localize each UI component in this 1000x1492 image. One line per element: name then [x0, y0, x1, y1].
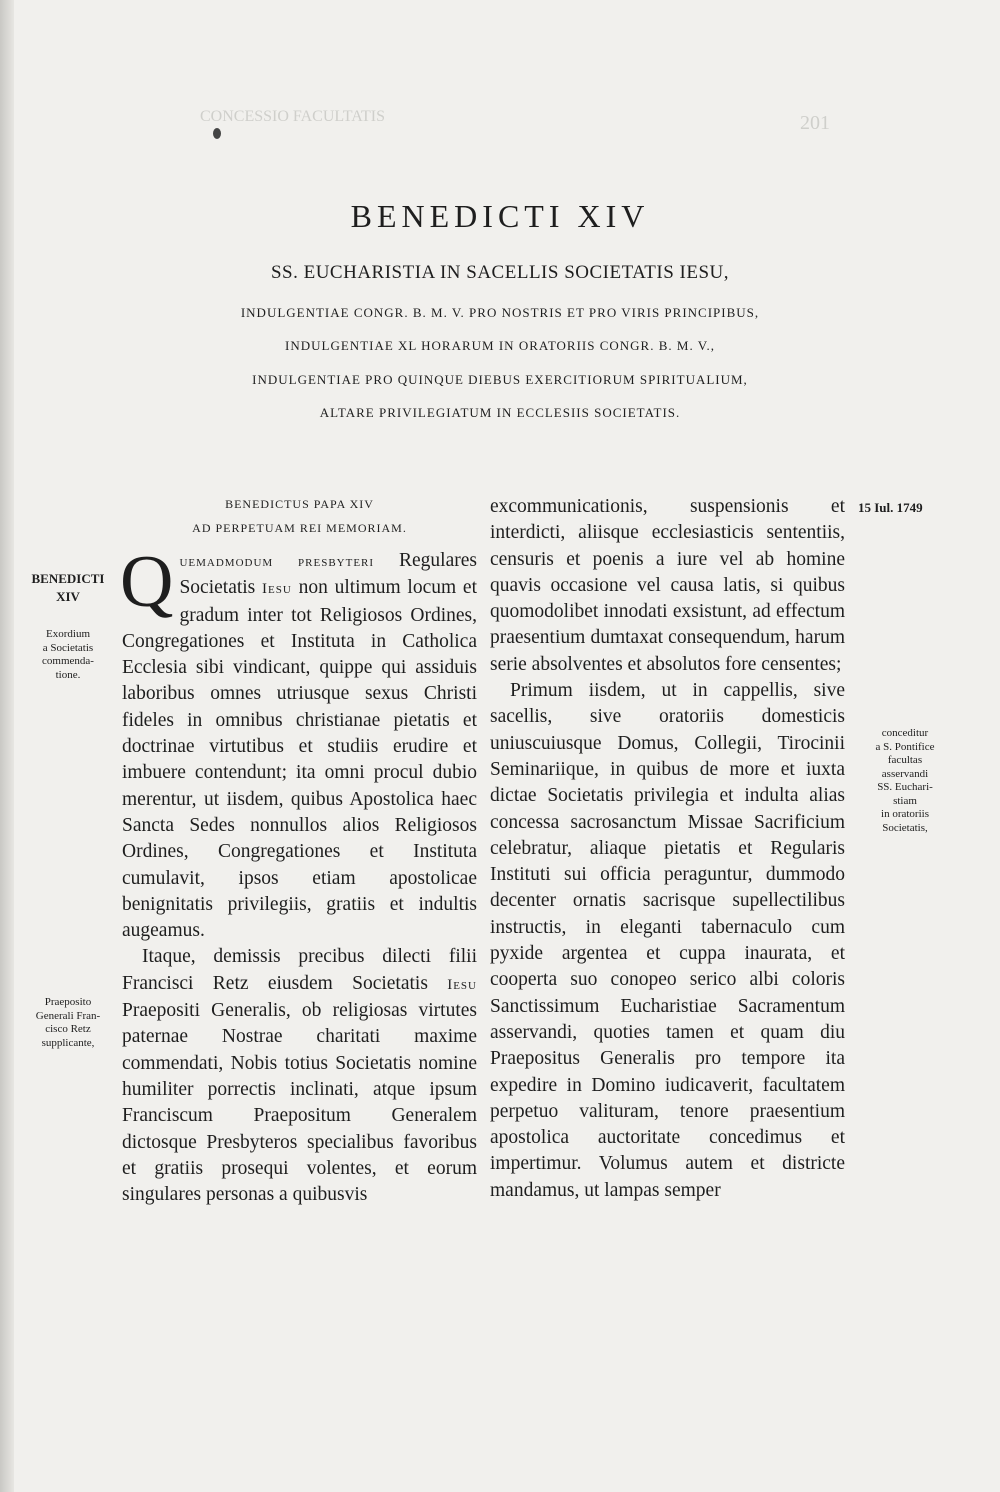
margin-heading-line-2: XIV: [56, 589, 80, 604]
margin-note-line: stiam: [893, 794, 917, 807]
bleed-through-page-number: 201: [800, 112, 830, 134]
right-column: [490, 494, 845, 1204]
margin-note-line: facultas: [887, 754, 923, 766]
header-line-2: INDULGENTIAE XL HORARUM IN ORATORIIS CONGR. B. M. V.,: [285, 338, 715, 353]
name-iesu: Iesu: [262, 581, 292, 598]
page-title: BENEDICTI XIV: [350, 198, 650, 234]
paragraph-text: Itaque, demissis precibus dilecti filii Francisci Retz eiusdem Societatis: [122, 946, 477, 994]
margin-note-line: Exordium: [46, 628, 90, 640]
ornament-dot: [213, 128, 221, 139]
margin-note-line: Generali Fran-: [35, 1009, 101, 1022]
paragraph-text: Regulares Societatis: [179, 550, 477, 599]
margin-note-line: supplicante,: [41, 1036, 95, 1049]
margin-heading-line-1: BENEDICTI: [31, 571, 105, 586]
margin-note-conceditur: [850, 727, 960, 835]
paragraph-absolution: excommunicationis, suspensionis et interdicti, aliisque ecclesiasticis sententiis, censuris et poenis a iure vel ab homine quavis occasione vel causa latis, si quibus quomodolibet innodati exsistunt, ad effectum praesentium dumtaxat consequendum, harum serie absolventes et absolutos fore censentes;: [490, 496, 845, 675]
page-subtitle: SS. EUCHARISTIA IN SACELLIS SOCIETATIS IESU,: [270, 262, 730, 283]
margin-date: 15 Iul. 1749: [858, 500, 923, 515]
margin-note-line: a Societatis: [42, 641, 94, 654]
header-line-3: INDULGENTIAE PRO QUINQUE DIEBUS EXERCITIORUM SPIRITUALIUM,: [252, 372, 748, 387]
salutation-line-1: BENEDICTUS PAPA XIV: [225, 497, 374, 511]
margin-note-line: cisco Retz: [45, 1023, 91, 1035]
name-iesu: Iesu: [447, 976, 477, 993]
salutation-line-2: AD PERPETUAM REI MEMORIAM.: [192, 521, 407, 535]
margin-note-line: Societatis,: [882, 821, 928, 834]
paragraph-primum: Primum iisdem, ut in cappellis, sive sacellis, sive oratoriis domesticis uniuscuiusque Domus, Collegii, Tirocinii Seminariique, in quibus de more et iuxta dictae Societatis privilegia et indulta alias concessa sacrosanctum Missae Sacrificium celebratur, aliaque pietatis et Regularis Instituti sui officia peraguntur, dummodo decenter ornatis sacrisque supellectilibus instructis, in eleganti tabernaculo cum pyxide argentea et cuppa inaurata, et cooperta suo conopeo serico albi coloris Sanctissimum Eucharistiae Sacramentum asservandi, quoties tamen et quam diu Praepositus Generalis pro tempore ita expedire in Domino iudicaverit, facultatem perpetuo valituram, tenore praesentium apostolica auctoritate concedimus et impertimur. Volumus autem et districte mandamus, ut lampas semper: [490, 680, 845, 1201]
bleed-through-header: CONCESSIO FACULTATIS: [200, 108, 385, 125]
opening-words: uemadmodum presbyteri: [179, 554, 375, 570]
paragraph-itaque: [122, 944, 477, 1208]
margin-note-line: conceditur: [881, 727, 929, 739]
margin-note-line: a S. Pontifice: [875, 740, 935, 753]
paragraph-exordium: [120, 541, 477, 944]
paragraph-text: Praepositi Generalis, ob religiosas virtutes paternae Nostrae charitati maxime commendati, Nobis totius Societatis nomine humiliter porrectis inclinati, atque ipsum Franciscum Praepositum Generalem dictosque Presbyteros specialibus favoribus et gratiis prosequi volentes, et eorum singulares personas a quibusvis: [122, 1000, 477, 1206]
margin-note-exordium: [22, 628, 114, 682]
margin-note-line: commenda-: [42, 655, 94, 667]
paragraph-text: non ultimum locum et gradum inter tot Religiosos Ordines, Congregationes et Instituta in Catholica Ecclesia sibi vindicant, quippe qui assiduis laboribus omnes utriusque sexus Christi fideles in omnibus christianae pietatis et doctrinae virtutibus et studiis erudire et imbuere contendunt; ita omni procul dubio merentur, ut iisdem, quibus Apostolica haec Sancta Sedes nonnullos alios Religiosos Ordines, Congregationes et Instituta cumulavit, ipsos etiam apostolicae benignitatis privilegiis, gratiis et indultis augeamus.: [122, 577, 477, 942]
left-column: [120, 541, 477, 1208]
margin-heading: [22, 570, 114, 606]
margin-note-line: tione.: [55, 668, 81, 681]
margin-note-praeposito: [22, 996, 114, 1050]
margin-note-line: in oratoriis: [881, 808, 929, 820]
header-line-4: ALTARE PRIVILEGIATUM IN ECCLESIIS SOCIETATIS.: [319, 405, 681, 420]
margin-note-line: Praeposito: [44, 996, 92, 1008]
header-line-1: INDULGENTIAE CONGR. B. M. V. PRO NOSTRIS ET PRO VIRIS PRINCIPIBUS,: [240, 305, 760, 320]
drop-cap: Q: [120, 541, 174, 623]
margin-note-line: asservandi: [881, 767, 929, 780]
margin-note-line: SS. Euchari-: [877, 781, 933, 793]
